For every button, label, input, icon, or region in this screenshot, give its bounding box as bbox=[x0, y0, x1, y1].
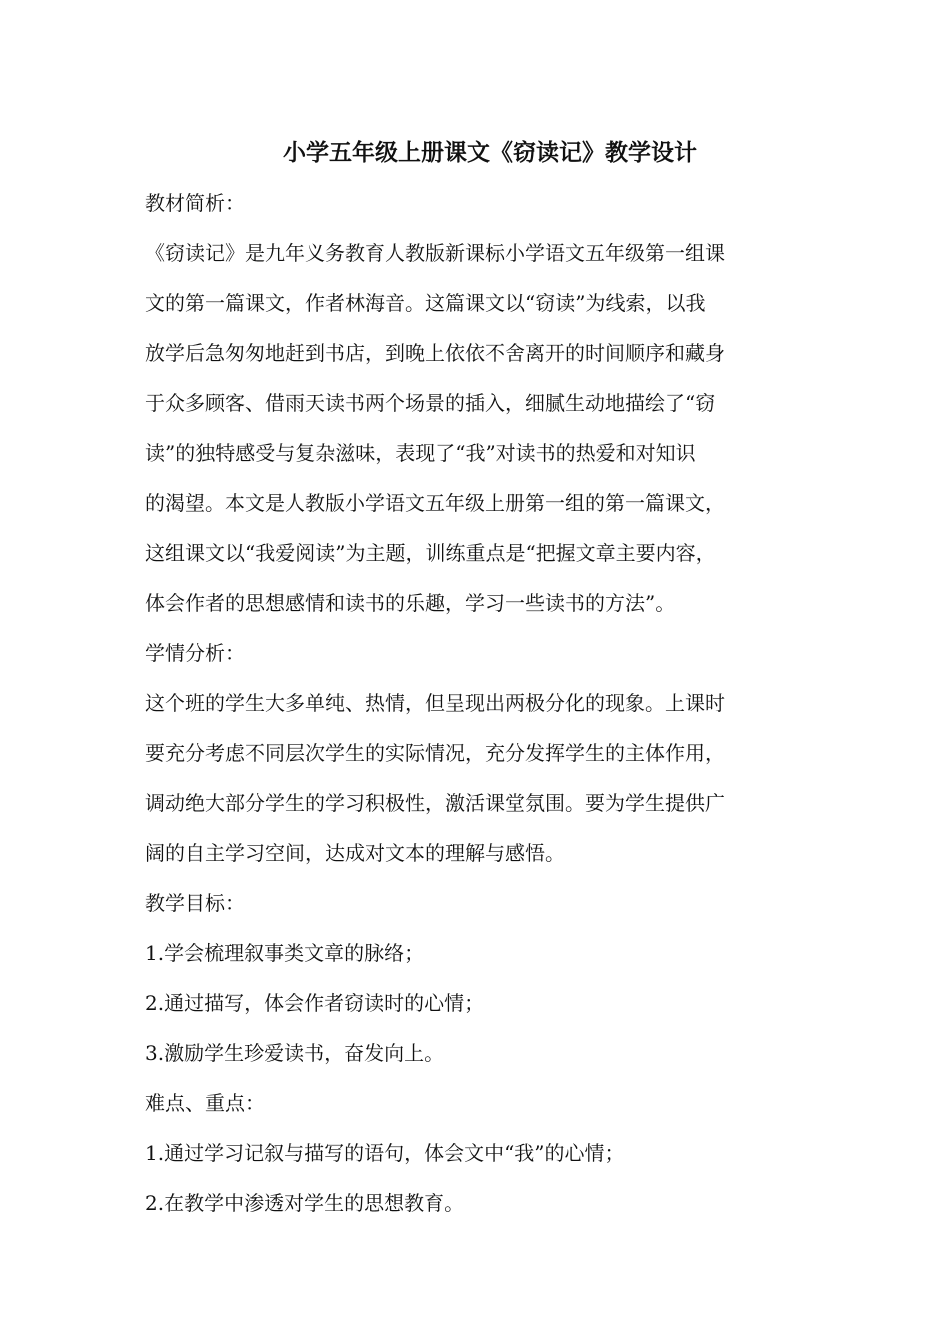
section-heading-students: 学情分析： bbox=[145, 641, 245, 665]
paragraph-line: 于众多顾客、借雨天读书两个场景的插入，细腻生动地描绘了“窃 bbox=[145, 391, 716, 415]
paragraph-line: 《窃读记》是九年义务教育人教版新课标小学语文五年级第一组课 bbox=[145, 241, 725, 265]
paragraph-line: 的渴望。本文是人教版小学语文五年级上册第一组的第一篇课文， bbox=[145, 491, 725, 515]
paragraph-line: 文的第一篇课文，作者林海音。这篇课文以“窃读”为线索，以我 bbox=[145, 291, 706, 315]
key-point-item: 1.通过学习记叙与描写的语句，体会文中“我”的心情； bbox=[145, 1141, 625, 1165]
paragraph-line: 这个班的学生大多单纯、热情，但呈现出两极分化的现象。上课时 bbox=[145, 691, 725, 715]
goal-item: 1.学会梳理叙事类文章的脉络； bbox=[145, 941, 425, 965]
paragraph-line: 阔的自主学习空间，达成对文本的理解与感悟。 bbox=[145, 841, 565, 865]
section-heading-materials: 教材简析： bbox=[145, 191, 245, 215]
key-point-item: 2.在教学中渗透对学生的思想教育。 bbox=[145, 1191, 465, 1215]
paragraph-line: 要充分考虑不同层次学生的实际情况，充分发挥学生的主体作用， bbox=[145, 741, 725, 765]
section-heading-goals: 教学目标： bbox=[145, 891, 245, 915]
document-page bbox=[145, 128, 835, 1228]
goal-item: 3.激励学生珍爱读书，奋发向上。 bbox=[145, 1041, 445, 1065]
paragraph-line: 读”的独特感受与复杂滋味，表现了“我”对读书的热爱和对知识 bbox=[145, 441, 696, 465]
paragraph-line: 调动绝大部分学生的学习积极性，激活课堂氛围。要为学生提供广 bbox=[145, 791, 725, 815]
document-title: 小学五年级上册课文《窃读记》教学设计 bbox=[283, 139, 697, 166]
paragraph-line: 这组课文以“我爱阅读”为主题，训练重点是“把握文章主要内容， bbox=[145, 541, 716, 565]
paragraph-line: 体会作者的思想感情和读书的乐趣，学习一些读书的方法”。 bbox=[145, 591, 676, 615]
goal-item: 2.通过描写，体会作者窃读时的心情； bbox=[145, 991, 485, 1015]
section-heading-key-points: 难点、重点： bbox=[145, 1091, 265, 1115]
paragraph-line: 放学后急匆匆地赶到书店，到晚上依依不舍离开的时间顺序和藏身 bbox=[145, 341, 725, 365]
